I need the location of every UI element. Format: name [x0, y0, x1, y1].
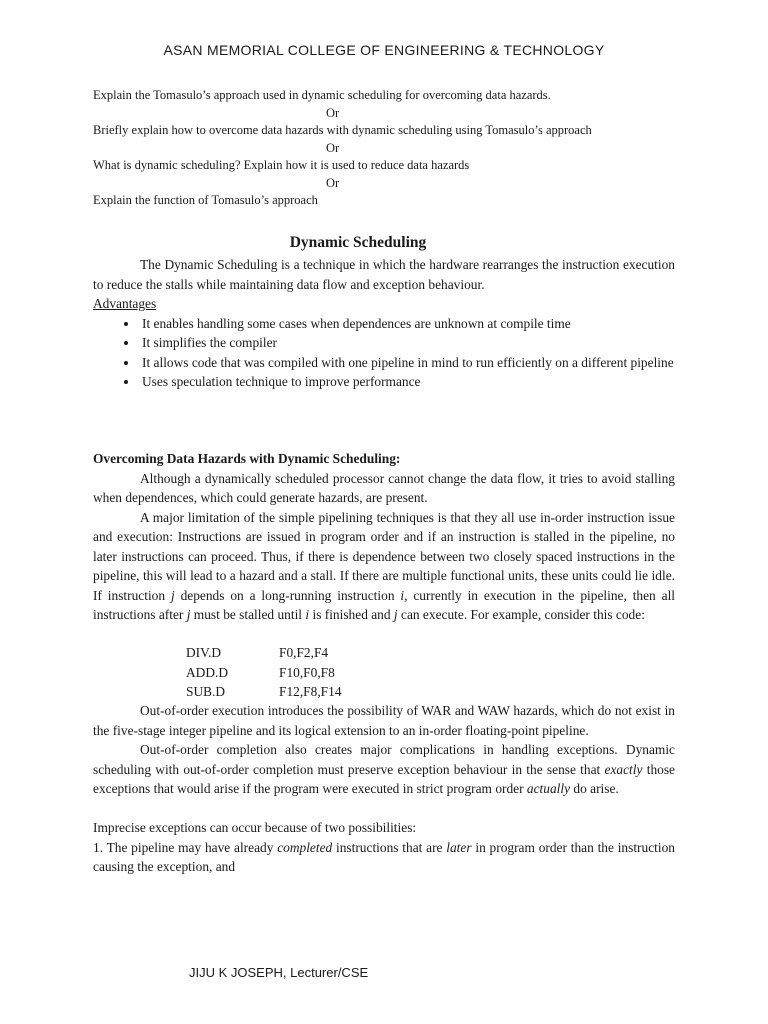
imprecise-paragraph: Imprecise exceptions can occur because of two possibilities: — [93, 820, 417, 835]
paragraph-1: Although a dynamically scheduled processor cannot change the data flow, it tries to avoid stalling when dependences, which could generate hazards, are present. — [93, 470, 675, 505]
section-title: Dynamic Scheduling — [289, 234, 427, 251]
advantage-item: • It simplifies the compiler — [139, 333, 675, 353]
paragraph-2: A major limitation of the simple pipelining techniques is that they all use in-order instruction issue and execution: Instructions are issued in program order and if an instruction is stalled in the pipeline, no later instructions can proceed. Thus, if there is dependence between two closely spaced instructions in the pipeline, this will lead to a hazard and a stall. If there are multiple functional units, these units could lie idle. If instruction j depends on a long-running instruction i, currently in execution in the pipeline, then all instructions after j must be stalled until i is finished and j can execute. For example, consider this code: — [93, 509, 676, 622]
college-header: ASAN MEMORIAL COLLEGE OF ENGINEERING & TECHNOLOGY — [163, 42, 605, 58]
section-heading: Overcoming Data Hazards with Dynamic Scheduling: — [93, 451, 401, 466]
section-dynamic-scheduling — [93, 255, 675, 392]
code-line: DIV.D F0,F2,F4 — [186, 645, 329, 660]
paragraph-3: Out-of-order execution introduces the possibility of WAR and WAW hazards, which do not exist in the five-stage integer pipeline and its logical extension to an in-order floating-point pipeline. — [93, 703, 675, 738]
advantage-item: • It enables handling some cases when dependences are unknown at compile time — [139, 314, 675, 334]
advantage-item: • Uses speculation technique to improve performance — [139, 372, 675, 392]
question-1: Explain the Tomasulo’s approach used in dynamic scheduling for overcoming data hazards. — [93, 88, 551, 102]
question-2: Briefly explain how to overcome data hazards with dynamic scheduling using Tomasulo’s approach — [93, 123, 592, 137]
or-separator: Or — [326, 106, 340, 120]
or-separator: Or — [326, 176, 340, 190]
advantage-item: • It allows code that was compiled with one pipeline in mind to run efficiently on a different pipeline — [139, 353, 675, 373]
numbered-item-1: 1. The pipeline may have already completed instructions that are later in program order than the instruction causing the exception, and — [93, 839, 675, 874]
advantages-label: Advantages — [93, 296, 157, 311]
section-continued — [93, 701, 675, 877]
code-line: ADD.D F10,F0,F8 — [186, 664, 335, 680]
intro-paragraph: The Dynamic Scheduling is a technique in which the hardware rearranges the instruction execution to reduce the stalls while maintaining data flow and exception behaviour. — [93, 257, 675, 292]
question-3: What is dynamic scheduling? Explain how it is used to reduce data hazards — [93, 158, 470, 172]
section-data-hazards — [93, 449, 675, 625]
footer-author: JIJU K JOSEPH, Lecturer/CSE — [189, 965, 369, 980]
paragraph-4: Out-of-order completion also creates major complications in handling exceptions. Dynamic scheduling with out-of-order completion must preserve exception behaviour in the sense that exactly those exceptions that would arise if the program were executed in strict program order actually do arise. — [93, 742, 675, 796]
or-separator: Or — [326, 141, 340, 155]
code-listing — [186, 643, 342, 702]
advantages-list — [93, 314, 675, 392]
question-4: Explain the function of Tomasulo’s approach — [93, 193, 318, 207]
code-line: SUB.D F12,F8,F14 — [186, 684, 342, 699]
